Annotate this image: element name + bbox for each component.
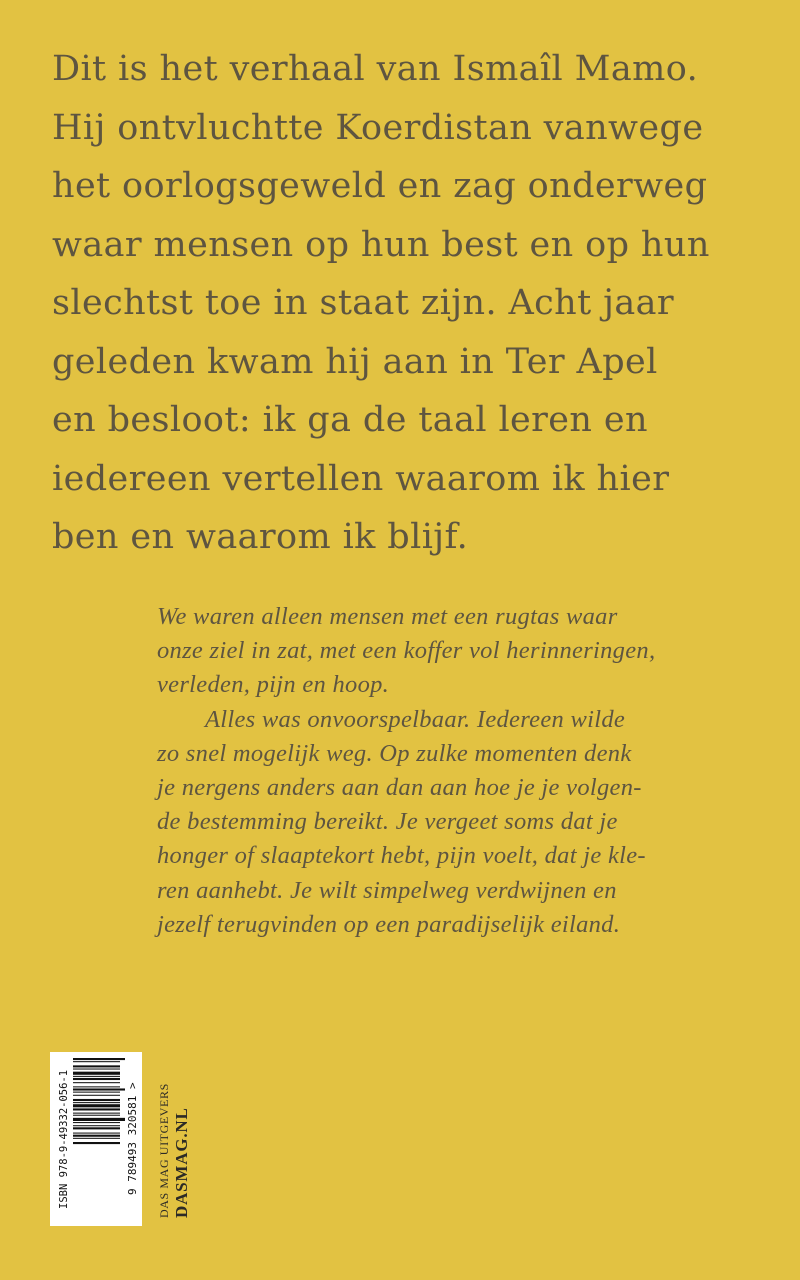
barcode-bar [73, 1138, 120, 1139]
isbn-text: ISBN 978-9-49332-056-1 [58, 1069, 70, 1209]
publisher-imprint [157, 1068, 192, 1218]
excerpt-line: honger of slaaptekort hebt, pijn voelt, dat je kle- [157, 842, 646, 870]
barcode-bar [73, 1078, 120, 1080]
barcode-bar [73, 1099, 120, 1101]
barcode-bar [73, 1113, 120, 1114]
excerpt-line: de bestemming bereikt. Je vergeet soms dat je [157, 808, 618, 836]
barcode-bar [73, 1108, 120, 1110]
publisher-website: DASMAG.NL [172, 1107, 191, 1218]
blurb-line: Dit is het verhaal van Ismaîl Mamo. [52, 49, 699, 89]
excerpt-line: Alles was onvoorspelbaar. Iedereen wilde [205, 705, 626, 733]
excerpt-line: jezelf terugvinden op een paradijselijk eiland. [157, 910, 621, 938]
ean-digits: 9 789493 320581 > [126, 1082, 139, 1196]
barcode-bar [73, 1125, 120, 1126]
barcode-bar [73, 1082, 120, 1083]
barcode-bar [73, 1118, 125, 1121]
barcode-bar [73, 1104, 120, 1107]
barcode-bar [73, 1088, 125, 1090]
blurb-line: slechtst toe in staat zijn. Acht jaar [52, 283, 675, 323]
barcode-bar [73, 1133, 120, 1134]
blurb-line: en besloot: ik ga de taal leren en [52, 400, 648, 440]
barcode-bar [73, 1122, 120, 1123]
excerpt-line: ren aanhebt. Je wilt simpelweg verdwijnen en [157, 876, 617, 904]
barcode-bar [73, 1072, 120, 1075]
barcode-bar [73, 1086, 120, 1087]
barcode-bar [73, 1076, 120, 1077]
publisher-name: DAS MAG UITGEVERS [157, 1083, 171, 1218]
excerpt-line: zo snel mogelijk weg. Op zulke momenten denk [157, 739, 632, 767]
blurb-line: iedereen vertellen waarom ik hier [52, 458, 670, 499]
blurb-line: het oorlogsgeweld en zag onderweg [52, 166, 708, 206]
barcode-bar [73, 1102, 120, 1103]
barcode-bar [73, 1135, 120, 1137]
isbn-barcode [50, 1052, 142, 1226]
barcode-bar [73, 1065, 120, 1067]
blurb-line: ben en waarom ik blijf. [52, 517, 469, 557]
barcode-bar [73, 1069, 120, 1070]
barcode-bar [73, 1127, 120, 1129]
barcode-bar [73, 1115, 120, 1116]
barcode-bar [73, 1061, 120, 1062]
blurb-line: Hij ontvluchtte Koerdistan vanwege [52, 107, 704, 148]
barcode-bar [73, 1058, 125, 1060]
barcode-bar [73, 1092, 120, 1093]
blurb-line: geleden kwam hij aan in Ter Apel [52, 341, 658, 382]
excerpt-line: onze ziel in zat, met een koffer vol herinneringen, [157, 637, 656, 665]
excerpt-line: verleden, pijn en hoop. [157, 671, 390, 699]
barcode-graphic [73, 1056, 125, 1222]
barcode-bar [73, 1142, 120, 1144]
back-cover-blurb [52, 40, 782, 567]
excerpt-line: We waren alleen mensen met een rugtas waar [157, 603, 618, 630]
barcode-bar [73, 1095, 120, 1096]
blurb-line: waar mensen op hun best en op hun [52, 224, 710, 265]
excerpt-line: je nergens anders aan dan aan hoe je je volgen- [157, 774, 642, 802]
book-excerpt [157, 600, 717, 942]
